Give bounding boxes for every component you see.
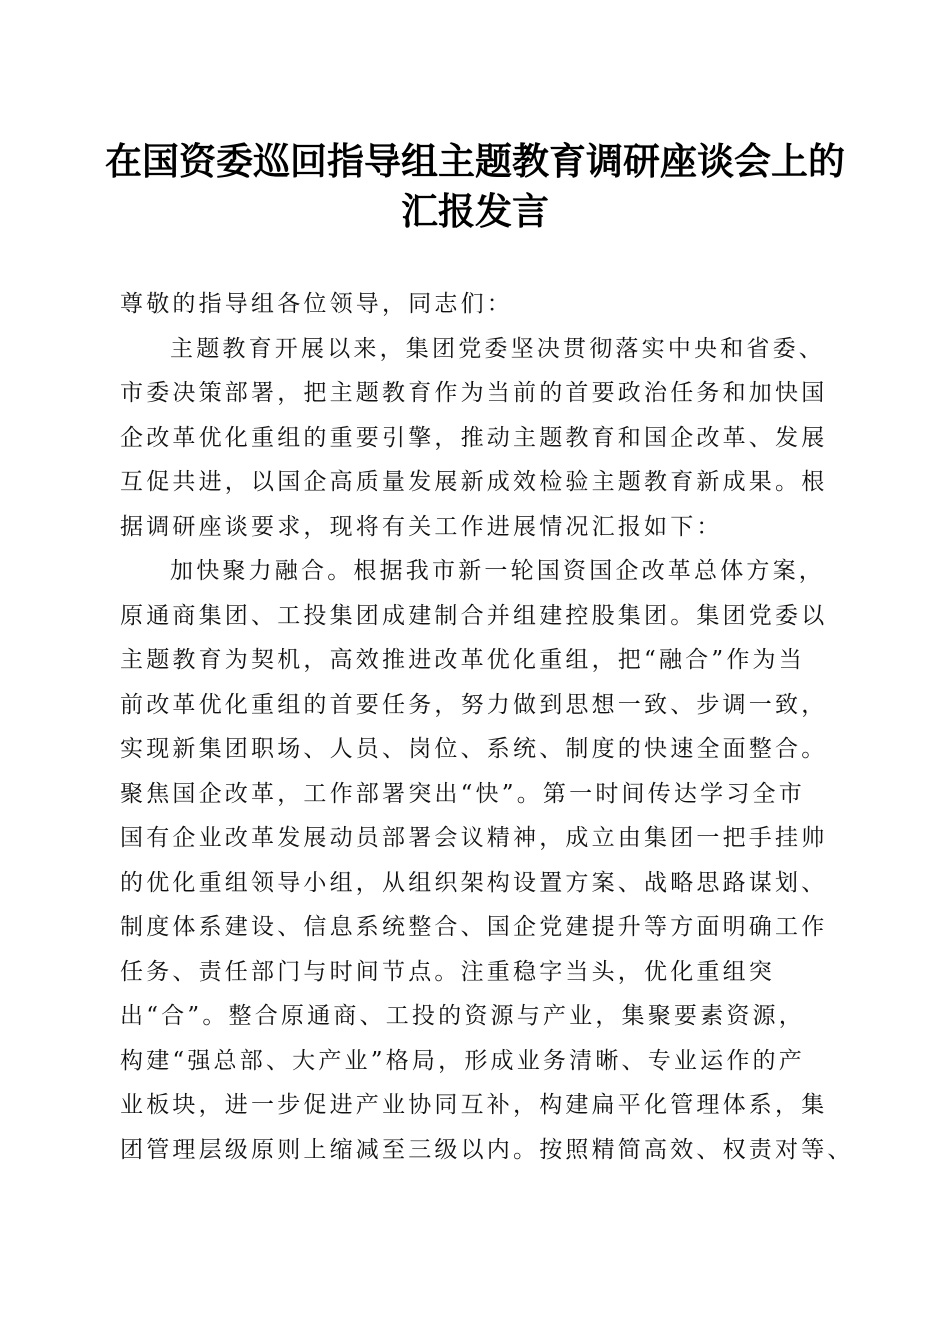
paragraph-1-line: 市委决策部署，把主题教育作为当前的首要政治任务和加快国 [120, 380, 828, 406]
paragraph-2-line: 加快聚力融合。根据我市新一轮国资国企改革总体方案， [170, 558, 825, 584]
paragraph-1-line: 据调研座谈要求，现将有关工作进展情况汇报如下： [120, 513, 723, 540]
paragraph-2-line: 的优化重组领导小组，从组织架构设置方案、战略思路谋划、 [120, 869, 828, 896]
paragraph-1-line: 主题教育开展以来，集团党委坚决贯彻落实中央和省委、 [170, 335, 825, 362]
paragraph-2-line: 聚焦国企改革，工作部署突出“快”。第一时间传达学习全市 [120, 780, 805, 807]
paragraph-2-line: 任务、责任部门与时间节点。注重稳字当头，优化重组突 [120, 958, 775, 985]
title-line-2: 汇报发言 [401, 189, 549, 233]
paragraph-2-line: 团管理层级原则上缩减至三级以内。按照精简高效、权责对等、 [120, 1136, 854, 1163]
paragraph-2-line: 制度体系建设、信息系统整合、国企党建提升等方面明确工作 [120, 914, 828, 940]
title-line-1: 在国资委巡回指导组主题教育调研座谈会上的 [105, 139, 845, 183]
paragraph-2-line: 前改革优化重组的首要任务，努力做到思想一致、步调一致， [120, 691, 828, 718]
paragraph-1-line: 互促共进，以国企高质量发展新成效检验主题教育新成果。根 [120, 469, 828, 495]
paragraph-2-line: 出“合”。整合原通商、工投的资源与产业，集聚要素资源， [120, 1003, 805, 1029]
paragraph-2-line: 主题教育为契机，高效推进改革优化重组，把“融合”作为当 [120, 647, 805, 673]
paragraph-2-line: 构建“强总部、大产业”格局，形成业务清晰、专业运作的产 [120, 1047, 805, 1074]
salutation: 尊敬的指导组各位领导，同志们： [120, 291, 513, 317]
paragraph-2-line: 业板块，进一步促进产业协同互补，构建扁平化管理体系，集 [120, 1092, 828, 1118]
paragraph-2-line: 实现新集团职场、人员、岗位、系统、制度的快速全面整合。 [120, 736, 828, 762]
document-body [120, 282, 854, 1172]
document-title [100, 136, 850, 236]
paragraph-2-line: 原通商集团、工投集团成建制合并组建控股集团。集团党委以 [120, 602, 828, 629]
paragraph-2-line: 国有企业改革发展动员部署会议精神，成立由集团一把手挂帅 [120, 825, 828, 851]
paragraph-1-line: 企改革优化重组的重要引擎，推动主题教育和国企改革、发展 [120, 424, 828, 451]
